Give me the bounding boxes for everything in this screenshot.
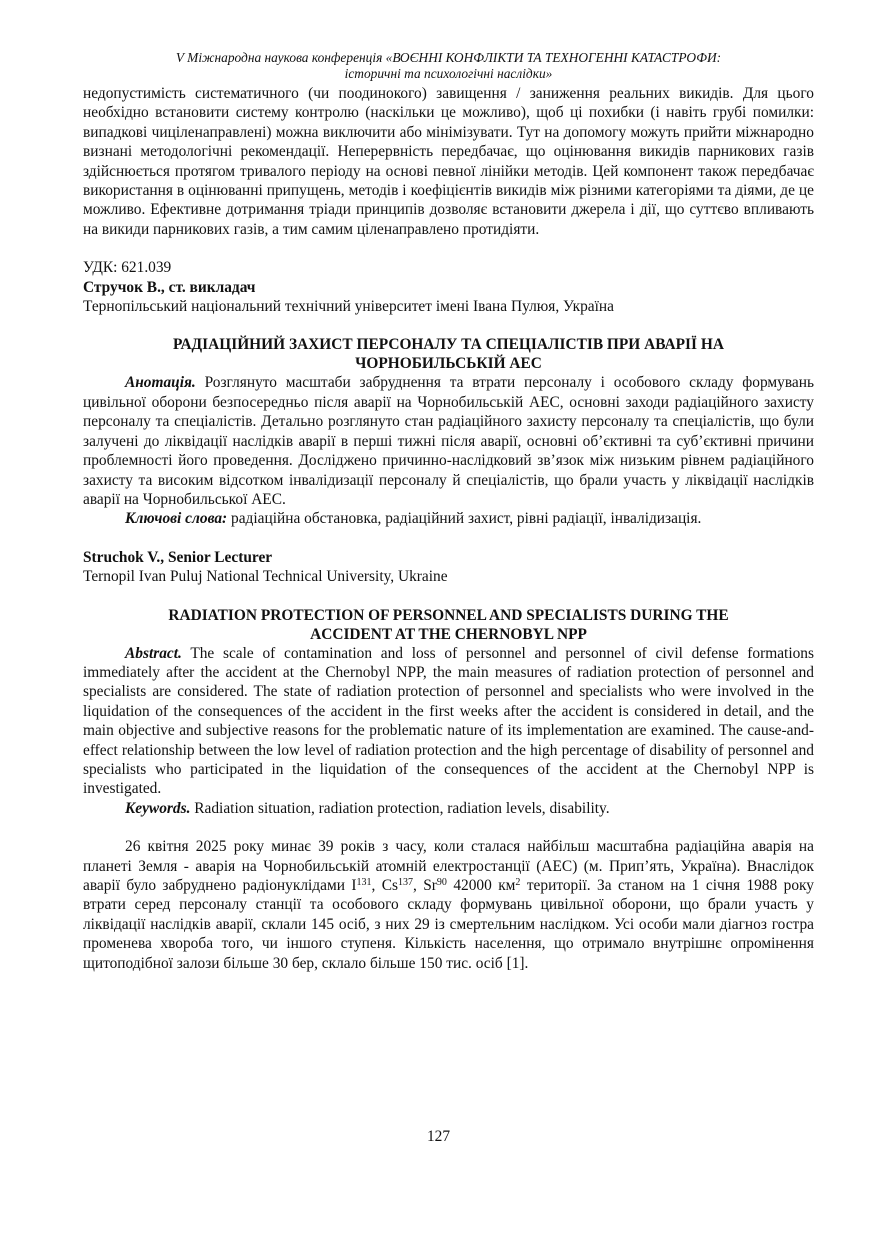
author-en: Struchok V., Senior Lecturer [83,548,273,566]
page-content [83,50,814,973]
abstract-ua [83,373,814,509]
author-ua: Стручок В., ст. викладач [83,278,256,296]
body-paragraph-1 [83,837,814,973]
body-p1-part-c: , Sr [412,877,437,894]
abstract-ua-label: Анотація. [125,374,196,392]
abstract-ua-text: Розглянуто масштаби забруднення та втрати персоналу і особового складу формувань цивільної оборони безпосередньо після аварії на Чорнобильській АЕС, основні заходи радіаційного захисту персоналу та спеціалістів. Детально розглянуто стан радіаційного захисту персоналу та спеціалістів, що були залучені до ліквідації наслідків аварії в перші тижні після аварії, основні об’єктивні та суб’єктивні причини проблемності його проведення. Досліджено причинно-наслідковий зв’язок між низьким рівнем радіаційного захисту та високим відсотком інвалідизації персоналу й спеціалістів, що брали участь у ліквідації наслідків аварії на Чорнобильської АЕС. [83,374,814,508]
abstract-en-text: The scale of contamination and loss of personnel and personnel of civil defense formations immediately after the accident at the Chernobyl NPP, the main measures of radiation protection of personnel and specialists are considered. The state of radiation protection of personnel and specialists who were involved in the liquidation of the consequences of the accident in the first weeks after the accident is considered in detail, and the main objective and subjective reasons for the problematic nature of its implementation are examined. The cause-and-effect relationship between the low level of radiation protection and the high percentage of disability of personnel and specialists who participated in the liquidation of the consequences of the accident at the Chernobyl NPP is investigated. [83,644,814,798]
body-p1-part-a: 26 квітня 2025 року минає 39 років з часу, коли сталася найбільш масштабна радіаційна аварія на планеті Земля - аварія на Чорнобильській атомній електростанції (АЕС) (м. Прип’ять, Україна). Внаслідок аварії було забруднено радіонуклідами I [83,838,814,894]
body-p1-part-d: 42000 км [446,877,516,894]
keywords-ua [83,509,814,528]
sup-strontium: 90 [436,877,447,888]
header-line-2: історичні та психологічні наслідки» [344,66,553,81]
conference-header [83,50,814,82]
keywords-en-text: Radiation situation, radiation protection, radiation levels, disability. [190,799,610,817]
keywords-ua-text: радіаційна обстановка, радіаційний захист, рівні радіації, інвалідизація. [227,510,702,528]
title-ua [83,335,814,373]
title-en [83,606,814,644]
title-ua-line-2: ЧОРНОБИЛЬСЬКІЙ АЕС [355,355,542,373]
body-p1-part-b: , Cs [371,877,398,894]
sup-cesium: 137 [397,877,413,888]
title-en-line-1: RADIATION PROTECTION OF PERSONNEL AND SPECIALISTS DURING THE [168,606,729,624]
intro-paragraph: недопустимість систематичного (чи поодинокого) завищення / заниження реальних викидів. Для цього необхідно встановити систему контролю (наскільки це можливо), щоб ці похибки (і навіть грубі помилки: випадкові чиціленаправлені) можна виключити або мінімізувати. Тут на допомогу можуть прийти міжнародно визнані методологічні рекомендації. Неперервність передбачає, що оцінювання викидів парникових газів здійснюється протягом тривалого періоду на основі певної лінійки методів. Цей компонент також передбачає використання в оцінюванні припущень, методів і коефіцієнтів викидів між різними категоріями та діями, де це можливо. Ефективне дотримання тріади принципів дозволяє встановити джерела і дії, що суттєво впливають на викиди парникових газів, а тим самим ціленаправлено протидіяти. [83,85,814,238]
keywords-en [83,799,814,818]
title-en-line-2: ACCIDENT AT THE CHERNOBYL NPP [310,625,587,643]
affiliation-ua: Тернопільський національний технічний університет імені Івана Пулюя, Україна [83,298,614,316]
page-number: 127 [426,1128,451,1145]
keywords-ua-label: Ключові слова: [125,510,228,528]
sup-km-squared: 2 [515,877,521,888]
sup-iodine: 131 [356,877,372,888]
title-ua-line-1: РАДІАЦІЙНИЙ ЗАХИСТ ПЕРСОНАЛУ ТА СПЕЦІАЛІСТІВ ПРИ АВАРІЇ НА [173,336,724,354]
udc-code: УДК: 621.039 [83,259,172,277]
header-line-1: V Міжнародна наукова конференція «ВОЄННІ КОНФЛІКТИ ТА ТЕХНОГЕННІ КАТАСТРОФИ: [175,50,722,65]
keywords-en-label: Keywords. [125,799,191,817]
affiliation-en: Ternopil Ivan Puluj National Technical University, Ukraine [83,568,448,586]
abstract-en-label: Abstract. [125,644,182,662]
abstract-en [83,644,814,799]
body-p1-part-e: території. За станом на 1 січня 1988 року втрати серед персоналу станції та особового складу формувань цивільної оборони, що брали участь у ліквідації наслідків аварії, склали 145 осіб, з них 29 із смертельним наслідком. Усі особи мали діагноз гостра променева хвороба того, чи іншого ступеня. Кількість населення, що отримало внутрішнє опромінення щитоподібної залози більше 30 бер, склало більше 150 тис. осіб [1]. [83,877,814,972]
